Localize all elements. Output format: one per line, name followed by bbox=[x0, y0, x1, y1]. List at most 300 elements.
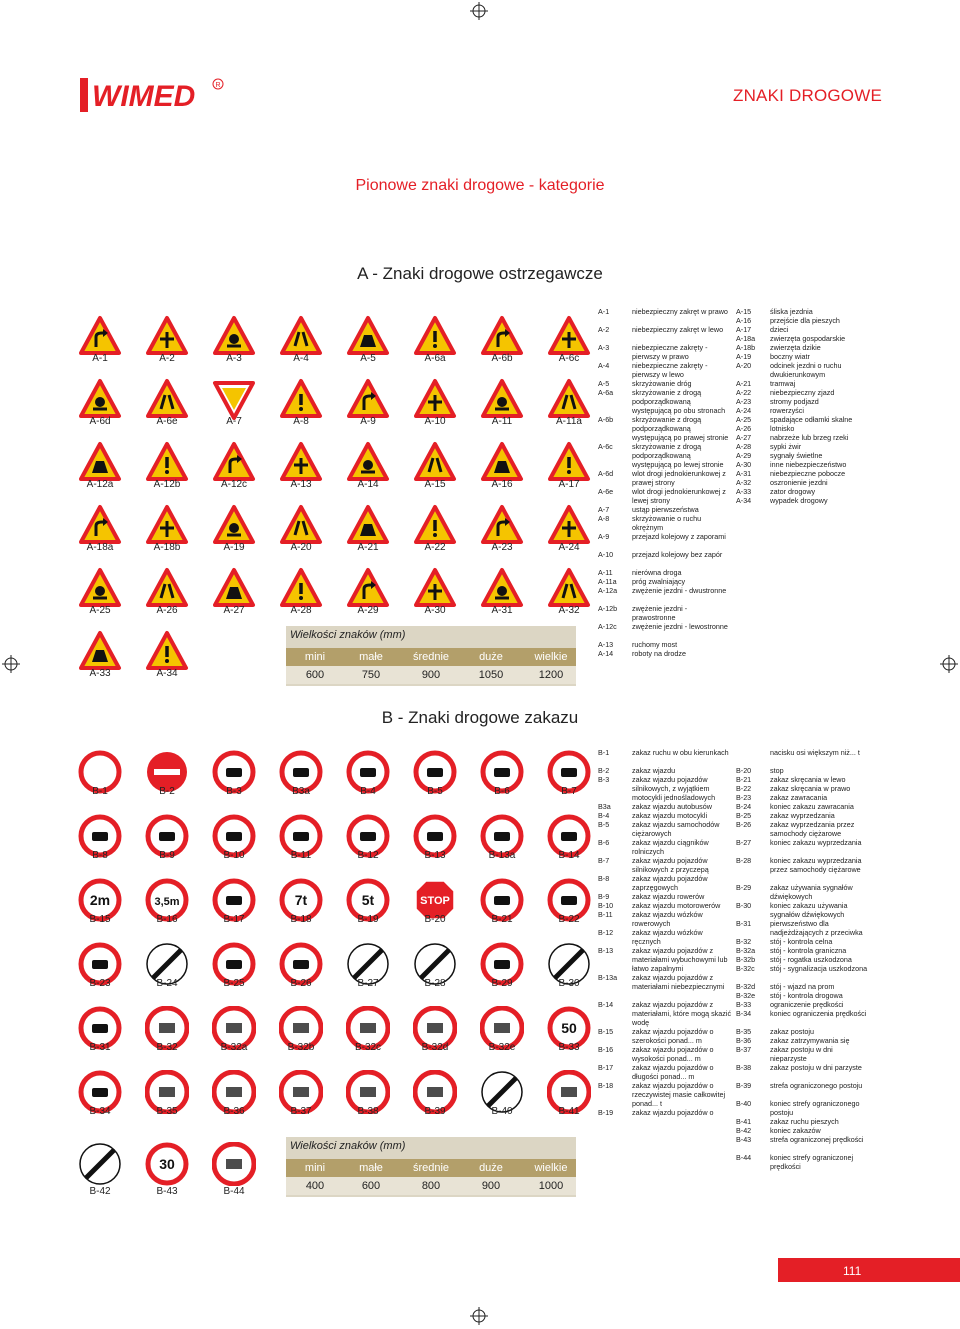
legend-code: A-32 bbox=[736, 478, 752, 487]
legend-code: A-10 bbox=[598, 550, 614, 559]
sign-code: A-17 bbox=[558, 479, 580, 490]
legend-code: A-20 bbox=[736, 361, 752, 370]
legend-description: tramwaj bbox=[770, 379, 796, 388]
legend-description: zakaz wjazdu pojazdów zaprzęgowych bbox=[632, 874, 708, 892]
legend-description: zakaz zawracania bbox=[770, 793, 828, 802]
legend-code: B-33 bbox=[736, 1000, 752, 1009]
sign-code: B-32a bbox=[220, 1042, 248, 1053]
legend-code: B-23 bbox=[736, 793, 752, 802]
legend-code: B-1 bbox=[598, 748, 610, 757]
legend-code: B-37 bbox=[736, 1045, 752, 1054]
legend-code: B-12 bbox=[598, 928, 614, 937]
legend-code: B-43 bbox=[736, 1135, 752, 1144]
sign-text: 2m bbox=[89, 892, 111, 908]
legend-description: rowerzyści bbox=[770, 406, 804, 415]
size-header: wielkie bbox=[534, 1162, 568, 1174]
legend-code: B-13 bbox=[598, 946, 614, 955]
legend-code: A-3 bbox=[598, 343, 610, 352]
sign-code: B-27 bbox=[357, 978, 379, 989]
legend-code: B-26 bbox=[736, 820, 752, 829]
legend-description: koniec zakazu zawracania bbox=[770, 802, 854, 811]
legend-description: przejście dla pieszych bbox=[770, 316, 840, 325]
sign-code: B-15 bbox=[89, 914, 111, 925]
legend-code: A-6b bbox=[598, 415, 614, 424]
legend-code: A-1 bbox=[598, 307, 610, 316]
legend-code: B-5 bbox=[598, 820, 610, 829]
legend-description: przejazd kolejowy bez zapór bbox=[632, 550, 723, 559]
sign-code: B-3 bbox=[226, 786, 242, 797]
size-value: 900 bbox=[421, 669, 441, 681]
legend-description: ustąp pierwszeństwa bbox=[632, 505, 699, 514]
legend-description: zakaz wjazdu ciągników rolniczych bbox=[632, 838, 709, 856]
legend-code: B-2 bbox=[598, 766, 610, 775]
header-title: ZNAKI DROGOWE bbox=[733, 86, 882, 105]
size-value: 1000 bbox=[538, 1180, 564, 1192]
size-header: mini bbox=[304, 651, 326, 663]
legend-code: B-6 bbox=[598, 838, 610, 847]
size-header: wielkie bbox=[534, 651, 568, 663]
legend-description: zakaz wjazdu autobusów bbox=[632, 802, 712, 811]
sign-code: A-6e bbox=[156, 416, 178, 427]
legend-code: A-22 bbox=[736, 388, 752, 397]
page-number-box bbox=[778, 1258, 960, 1282]
legend-description: przejazd kolejowy z zaporami bbox=[632, 532, 726, 541]
legend-code: B-18 bbox=[598, 1081, 614, 1090]
legend-code: B-38 bbox=[736, 1063, 752, 1072]
legend-code: B-24 bbox=[736, 802, 752, 811]
legend-description: sygnały świetlne bbox=[770, 451, 823, 460]
sign-code: A-14 bbox=[357, 479, 379, 490]
legend-code: B-19 bbox=[598, 1108, 614, 1117]
sign-code: B-31 bbox=[89, 1042, 111, 1053]
legend-description: stój - kontrola drogowa bbox=[770, 991, 843, 1000]
legend-code: A-25 bbox=[736, 415, 752, 424]
sign-code: B-32c bbox=[354, 1042, 382, 1053]
legend-description: zakaz postoju w dni nieparzyste bbox=[770, 1045, 833, 1063]
size-value: 600 bbox=[305, 669, 325, 681]
legend-description: odcinek jezdni o ruchu dwukierunkowym bbox=[770, 361, 842, 379]
sign-code: A-24 bbox=[558, 542, 580, 553]
legend-description: koniec zakazu używania sygnałów dźwiękowych bbox=[770, 901, 848, 919]
legend-code: B-32b bbox=[736, 955, 756, 964]
sizes-table-a bbox=[286, 626, 576, 686]
legend-code: B-7 bbox=[598, 856, 610, 865]
legend-code: A-31 bbox=[736, 469, 752, 478]
legend-description: niebezpieczny zjazd bbox=[770, 388, 835, 397]
size-header: małe bbox=[359, 651, 383, 663]
legend-description: koniec strefy ograniczonego postoju bbox=[770, 1099, 860, 1117]
sign-code: A-29 bbox=[357, 605, 379, 616]
legend-code: B-16 bbox=[598, 1045, 614, 1054]
legend-description: strefa ograniczonej prędkości bbox=[770, 1135, 864, 1144]
page-title: Pionowe znaki drogowe - kategorie bbox=[355, 177, 605, 194]
size-header: duże bbox=[479, 1162, 503, 1174]
legend-description: strefa ograniczonego postoju bbox=[770, 1081, 863, 1090]
legend-code: A-6d bbox=[598, 469, 614, 478]
legend-code: A-12c bbox=[598, 622, 617, 631]
sign-code: A-31 bbox=[491, 605, 513, 616]
legend-code: A-30 bbox=[736, 460, 752, 469]
legend-code: A-11a bbox=[598, 577, 617, 586]
sign-text: 30 bbox=[159, 1156, 175, 1172]
legend-description: zwierzęta dzikie bbox=[770, 343, 821, 352]
size-value: 1050 bbox=[478, 669, 504, 681]
legend-code: B-29 bbox=[736, 883, 752, 892]
legend-code: B-17 bbox=[598, 1063, 614, 1072]
legend-code: B-10 bbox=[598, 901, 614, 910]
legend-code: A-9 bbox=[598, 532, 610, 541]
sign-code: A-26 bbox=[156, 605, 178, 616]
sign-code: A-33 bbox=[89, 668, 111, 679]
legend-code: A-4 bbox=[598, 361, 610, 370]
sign-text: 50 bbox=[561, 1020, 577, 1036]
legend-description: zakaz wyprzedzania przez samochody ciężarowe bbox=[770, 820, 855, 838]
legend-description: zakaz wjazdu pojazdów o rzeczywistej masie całkowitej ponad... t bbox=[632, 1081, 726, 1108]
sign-code: B-35 bbox=[156, 1106, 178, 1117]
legend-description: skrzyżowanie o ruchu okrężnym bbox=[632, 514, 702, 532]
size-header: średnie bbox=[412, 1162, 450, 1174]
legend-description: zakaz wjazdu pojazdów o wysokości ponad... m bbox=[632, 1045, 714, 1063]
legend-description: stromy podjazd bbox=[770, 397, 819, 406]
sign-code: B-39 bbox=[424, 1106, 446, 1117]
legend-description: dzieci bbox=[770, 325, 789, 334]
legend-description: stój - wjazd na prom bbox=[770, 982, 835, 991]
sign-code: B-34 bbox=[89, 1106, 111, 1117]
sign-code: B-32 bbox=[156, 1042, 178, 1053]
legend-description: stój - kontrola graniczna bbox=[770, 946, 847, 955]
sizes-table-b bbox=[286, 1137, 576, 1197]
legend-description: zwężenie jezdni - lewostronne bbox=[632, 622, 728, 631]
legend-code: A-33 bbox=[736, 487, 752, 496]
sign-code: A-12c bbox=[220, 479, 248, 490]
legend-description: koniec zakazów bbox=[770, 1126, 821, 1135]
legend-code: B-31 bbox=[736, 919, 752, 928]
sign-code: B-16 bbox=[156, 914, 178, 925]
legend-code: A-18a bbox=[736, 334, 756, 343]
sign-code: B-8 bbox=[92, 850, 108, 861]
sign-code: A-11a bbox=[556, 416, 582, 427]
sign-code: B-32b bbox=[287, 1042, 315, 1053]
registration-mark-icon bbox=[940, 655, 958, 673]
legend-code: B-8 bbox=[598, 874, 610, 883]
legend-code: A-2 bbox=[598, 325, 610, 334]
legend-code: B-44 bbox=[736, 1153, 752, 1162]
legend-code: B-22 bbox=[736, 784, 752, 793]
sign-code: B-41 bbox=[558, 1106, 580, 1117]
sign-code: B-13 bbox=[424, 850, 446, 861]
sign-code: A-10 bbox=[424, 416, 446, 427]
legend-code: A-12a bbox=[598, 586, 618, 595]
sign-text: 7t bbox=[294, 892, 308, 908]
legend-description: zakaz wjazdu motocykli bbox=[632, 811, 708, 820]
sign-code: B-25 bbox=[223, 978, 245, 989]
legend-description: ograniczenie prędkości bbox=[770, 1000, 844, 1009]
sign-code: B-42 bbox=[89, 1186, 111, 1197]
legend-code: B-34 bbox=[736, 1009, 752, 1018]
sign-text: STOP bbox=[420, 895, 450, 907]
legend-description: zakaz wjazdu wózków ręcznych bbox=[632, 928, 703, 946]
legend-description: zakaz wjazdu motorowerów bbox=[632, 901, 721, 910]
sign-code: A-32 bbox=[558, 605, 580, 616]
legend-description: koniec strefy ograniczonej prędkości bbox=[770, 1153, 854, 1171]
sign-code: A-13 bbox=[290, 479, 312, 490]
legend-code: B-41 bbox=[736, 1117, 752, 1126]
legend-description: zakaz wjazdu pojazdów z materiałami niebezpiecznymi bbox=[632, 973, 725, 991]
sign-code: A-2 bbox=[159, 353, 175, 364]
legend-description: stój - rogatka uszkodzona bbox=[770, 955, 852, 964]
legend-description: ruchomy most bbox=[632, 640, 678, 649]
legend-code: B-32c bbox=[736, 964, 755, 973]
sign-code: A-7 bbox=[226, 416, 242, 427]
legend-code: B-9 bbox=[598, 892, 610, 901]
sign-code: B-32d bbox=[421, 1042, 449, 1053]
sign-text: 5t bbox=[361, 892, 375, 908]
svg-text:R: R bbox=[215, 82, 221, 89]
sign-code: B-17 bbox=[223, 914, 245, 925]
sign-code: B-40 bbox=[491, 1106, 513, 1117]
legend-description: koniec zakazu wyprzedzania przez samochody ciężarowe bbox=[770, 856, 862, 874]
legend-code: A-28 bbox=[736, 442, 752, 451]
sign-code: B-12 bbox=[357, 850, 379, 861]
legend-description: stój - kontrola celna bbox=[770, 937, 833, 946]
size-header: duże bbox=[479, 651, 503, 663]
sign-code: B-18 bbox=[290, 914, 312, 925]
legend-description: zwężenie jezdni - dwustronne bbox=[632, 586, 727, 595]
legend-description: oszronienie jezdni bbox=[770, 478, 828, 487]
prohibition-sign-b-42-icon bbox=[78, 1142, 122, 1186]
legend-description: zakaz wjazdu samochodów ciężarowych bbox=[632, 820, 720, 838]
sign-code: A-25 bbox=[89, 605, 111, 616]
legend-code: A-23 bbox=[736, 397, 752, 406]
legend-description: koniec zakazu wyprzedzania bbox=[770, 838, 862, 847]
sign-code: B-43 bbox=[156, 1186, 178, 1197]
legend-description: niebezpieczne zakręty - pierwszy w lewo bbox=[632, 361, 708, 379]
legend-description: niebezpieczny zakręt w prawo bbox=[632, 307, 728, 316]
sign-code: A-19 bbox=[223, 542, 245, 553]
size-value: 1200 bbox=[538, 669, 564, 681]
svg-text:WIMED: WIMED bbox=[92, 80, 196, 113]
legend-code: A-6e bbox=[598, 487, 614, 496]
legend-code: B-3 bbox=[598, 775, 610, 784]
legend-code: A-14 bbox=[598, 649, 614, 658]
size-value: 600 bbox=[361, 1180, 381, 1192]
legend-code: B-15 bbox=[598, 1027, 614, 1036]
legend-code: B3a bbox=[598, 802, 611, 811]
sign-code: B-1 bbox=[92, 786, 108, 797]
sign-code: A-6b bbox=[491, 353, 513, 364]
sign-code: B-21 bbox=[491, 914, 513, 925]
prohibition-sign-b-44-icon bbox=[212, 1142, 256, 1186]
sizes-title: Wielkości znaków (mm) bbox=[290, 1140, 406, 1152]
sign-code: B-9 bbox=[159, 850, 175, 861]
legend-description: śliska jezdnia bbox=[770, 307, 813, 316]
legend-description: zakaz wjazdu pojazdów o szerokości ponad... m bbox=[632, 1027, 714, 1045]
sign-code: B-22 bbox=[558, 914, 580, 925]
legend-description: zwierzęta gospodarskie bbox=[770, 334, 846, 343]
legend-code: A-8 bbox=[598, 514, 610, 523]
legend-code: A-19 bbox=[736, 352, 752, 361]
legend-code: B-42 bbox=[736, 1126, 752, 1135]
page-number: 111 bbox=[843, 1264, 862, 1278]
sign-code: B-2 bbox=[159, 786, 175, 797]
legend-description: wlot drogi jednokierunkowej z prawej strony bbox=[632, 469, 726, 487]
sign-code: A-12b bbox=[153, 479, 181, 490]
legend-description: nacisku osi większym niż... t bbox=[770, 748, 860, 757]
legend-description: niebezpieczne zakręty - pierwszy w prawo bbox=[632, 343, 708, 361]
sign-code: A-22 bbox=[424, 542, 446, 553]
registration-mark-icon bbox=[2, 655, 20, 673]
legend-description: zakaz wjazdu pojazdów z materiałami, które mogą skazić wodę bbox=[632, 1000, 732, 1027]
size-header: średnie bbox=[412, 651, 450, 663]
legend-description: zakaz skręcania w prawo bbox=[770, 784, 851, 793]
sign-code: B3a bbox=[292, 786, 310, 797]
legend-code: A-21 bbox=[736, 379, 752, 388]
legend-code: B-36 bbox=[736, 1036, 752, 1045]
sign-text: 3,5m bbox=[154, 896, 180, 908]
sign-code: A-1 bbox=[92, 353, 108, 364]
legend-description: zakaz wjazdu pojazdów o bbox=[632, 1108, 714, 1117]
legend-code: B-13a bbox=[598, 973, 618, 982]
legend-code: B-28 bbox=[736, 856, 752, 865]
sign-code: B-29 bbox=[491, 978, 513, 989]
sign-code: B-37 bbox=[290, 1106, 312, 1117]
legend-code: B-27 bbox=[736, 838, 752, 847]
sign-code: B-10 bbox=[223, 850, 245, 861]
sign-code: B-19 bbox=[357, 914, 379, 925]
legend-description: zakaz skręcania w lewo bbox=[770, 775, 846, 784]
legend-description: lotnisko bbox=[770, 424, 795, 433]
legend-description: zakaz wjazdu pojazdów o długości ponad... m bbox=[632, 1063, 714, 1081]
sign-code: B-4 bbox=[360, 786, 376, 797]
legend-description: sypki żwir bbox=[770, 442, 802, 451]
legend-code: B-39 bbox=[736, 1081, 752, 1090]
legend-description: pierwszeństwo dla nadjeżdżających z przeciwka bbox=[770, 919, 863, 937]
legend-description: niebezpieczne pobocze bbox=[770, 469, 846, 478]
legend-description: spadające odłamki skalne bbox=[770, 415, 853, 424]
sign-code: A-30 bbox=[424, 605, 446, 616]
legend-code: B-20 bbox=[736, 766, 752, 775]
sign-code: B-11 bbox=[290, 850, 312, 861]
legend-description: boczny wiatr bbox=[770, 352, 810, 361]
size-value: 900 bbox=[481, 1180, 501, 1192]
sign-code: B-28 bbox=[424, 978, 446, 989]
brand-logo bbox=[78, 74, 228, 116]
sign-code: B-44 bbox=[223, 1186, 245, 1197]
legend-description: zakaz wjazdu wózków rowerowych bbox=[632, 910, 703, 928]
size-value: 750 bbox=[361, 669, 381, 681]
legend-code: A-18b bbox=[736, 343, 756, 352]
legend-code: A-27 bbox=[736, 433, 752, 442]
legend-description: stop bbox=[770, 766, 784, 775]
sign-code: A-6a bbox=[424, 353, 446, 364]
legend-description: zakaz postoju w dni parzyste bbox=[770, 1063, 862, 1072]
legend-code: A-7 bbox=[598, 505, 610, 514]
legend-code: B-40 bbox=[736, 1099, 752, 1108]
legend-code: B-32d bbox=[736, 982, 756, 991]
sign-code: A-16 bbox=[491, 479, 513, 490]
sign-code: B-24 bbox=[156, 978, 178, 989]
sign-code: A-18a bbox=[86, 542, 114, 553]
legend-code: B-14 bbox=[598, 1000, 614, 1009]
sign-code: B-30 bbox=[558, 978, 580, 989]
sign-code: A-15 bbox=[424, 479, 446, 490]
sign-code: B-6 bbox=[494, 786, 510, 797]
sign-code: A-11 bbox=[491, 416, 513, 427]
sign-code: B-38 bbox=[357, 1106, 379, 1117]
sign-code: A-6d bbox=[89, 416, 111, 427]
sign-code: B-13a bbox=[488, 850, 516, 861]
legend-description: inne niebezpieczeństwo bbox=[770, 460, 847, 469]
legend-code: B-21 bbox=[736, 775, 752, 784]
sign-code: A-4 bbox=[293, 353, 309, 364]
legend-code: B-32e bbox=[736, 991, 756, 1000]
legend-description: wypadek drogowy bbox=[770, 496, 828, 505]
sign-code: A-6c bbox=[558, 353, 580, 364]
legend-description: stój - sygnalizacja uszkodzona bbox=[770, 964, 868, 973]
legend-code: A-12b bbox=[598, 604, 618, 613]
sign-code: B-36 bbox=[223, 1106, 245, 1117]
sign-code: B-20 bbox=[424, 914, 446, 925]
legend-code: A-15 bbox=[736, 307, 752, 316]
sign-code: B-23 bbox=[89, 978, 111, 989]
sign-code: A-8 bbox=[293, 416, 309, 427]
legend-code: A-13 bbox=[598, 640, 614, 649]
legend-description: zakaz ruchu w obu kierunkach bbox=[632, 748, 729, 757]
legend-description: roboty na drodze bbox=[632, 649, 686, 658]
legend-description: koniec ograniczenia prędkości bbox=[770, 1009, 867, 1018]
legend-code: B-30 bbox=[736, 901, 752, 910]
sign-code: B-32e bbox=[488, 1042, 516, 1053]
sign-code: A-9 bbox=[360, 416, 376, 427]
legend-code: A-5 bbox=[598, 379, 610, 388]
legend-description: zwężenie jezdni - prawostronne bbox=[632, 604, 688, 622]
sign-code: A-18b bbox=[153, 542, 181, 553]
legend-code: B-32 bbox=[736, 937, 752, 946]
legend-code: A-16 bbox=[736, 316, 752, 325]
legend-code: A-34 bbox=[736, 496, 752, 505]
sign-code: B-7 bbox=[561, 786, 577, 797]
legend-description: skrzyżowanie dróg bbox=[632, 379, 692, 388]
sign-code: A-34 bbox=[156, 668, 178, 679]
legend-description: nabrzeże lub brzeg rzeki bbox=[770, 433, 849, 442]
sign-code: A-23 bbox=[491, 542, 513, 553]
legend-description: skrzyżowanie z drogą podporządkowaną występującą po obu stronach bbox=[632, 388, 726, 415]
legend-code: A-24 bbox=[736, 406, 752, 415]
legend-description: zakaz wjazdu pojazdów silnikowych z przyczepą bbox=[632, 856, 709, 874]
legend-code: A-11 bbox=[598, 568, 613, 577]
sign-code: B-33 bbox=[558, 1042, 580, 1053]
registration-mark-icon bbox=[470, 1307, 488, 1325]
sign-code: A-21 bbox=[357, 542, 379, 553]
sizes-title: Wielkości znaków (mm) bbox=[290, 629, 406, 641]
sign-code: A-3 bbox=[226, 353, 242, 364]
registration-mark-icon bbox=[470, 2, 488, 20]
legend-description: nierówna droga bbox=[632, 568, 682, 577]
section-b-title: B - Znaki drogowe zakazu bbox=[381, 708, 579, 727]
legend-code: A-6c bbox=[598, 442, 613, 451]
prohibition-sign-b-43-icon bbox=[145, 1142, 189, 1186]
legend-description: zakaz wjazdu pojazdów silnikowych, z wyjątkiem motocykli jednośladowych bbox=[632, 775, 716, 802]
sign-code: A-28 bbox=[290, 605, 312, 616]
legend-description: zakaz zatrzymywania się bbox=[770, 1036, 850, 1045]
legend-description: skrzyżowanie z drogą podporządkowaną występującą po prawej stronie bbox=[632, 415, 729, 442]
legend-description: zakaz postoju bbox=[770, 1027, 814, 1036]
legend-description: skrzyżowanie z drogą podporządkowaną występującą po lewej stronie bbox=[632, 442, 724, 469]
legend-description: zakaz ruchu pieszych bbox=[770, 1117, 839, 1126]
legend-description: zator drogowy bbox=[770, 487, 816, 496]
section-a-title: A - Znaki drogowe ostrzegawcze bbox=[357, 264, 603, 283]
legend-description: zakaz wjazdu rowerów bbox=[632, 892, 705, 901]
